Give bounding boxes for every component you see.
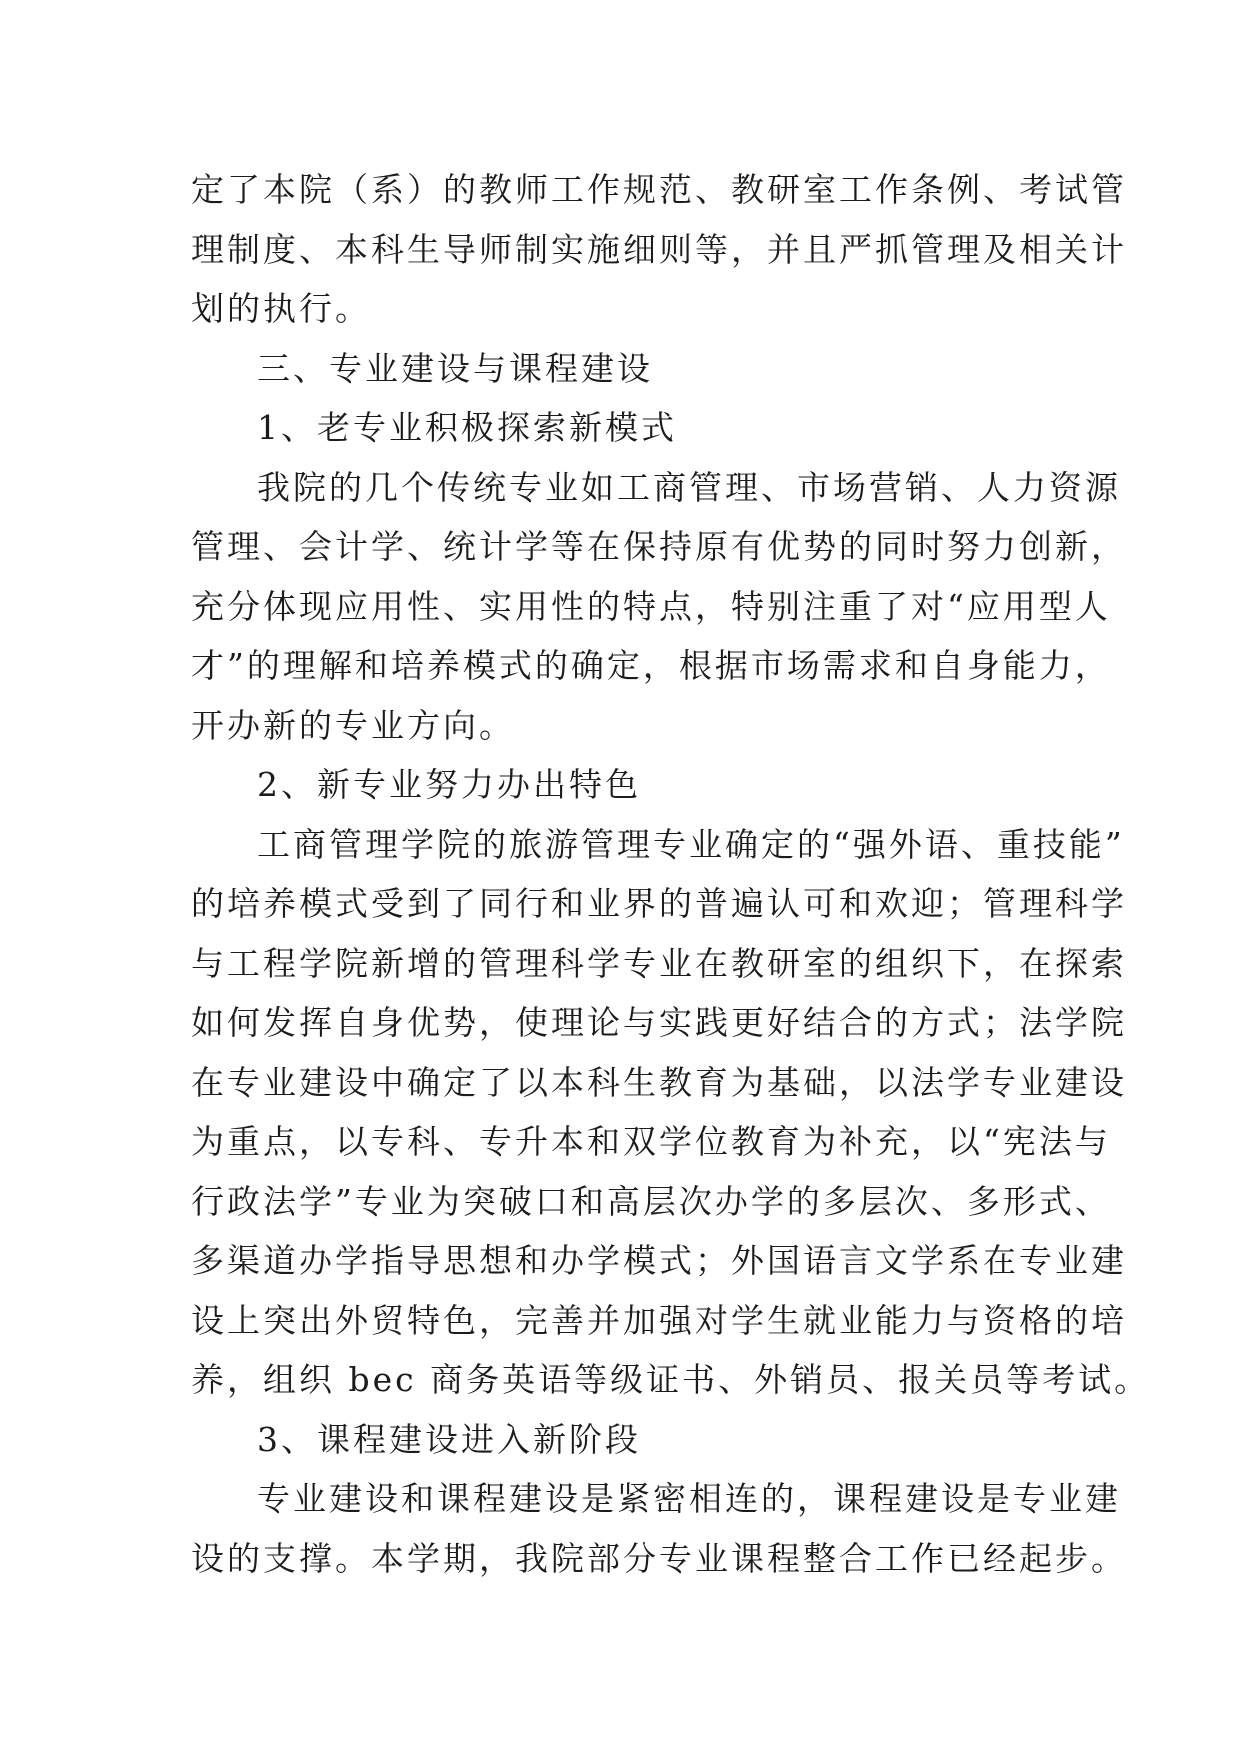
text-line: 如何发挥自身优势，使理论与实践更好结合的方式；法学院: [191, 1003, 1127, 1042]
paragraph-regulations: [191, 160, 1127, 339]
heading-text: 2、新专业努力办出特色: [257, 765, 641, 804]
text-line: 开办新的专业方向。: [191, 705, 515, 745]
text-line: 工商管理学院的旅游管理专业确定的“强外语、重技能”: [257, 824, 1125, 864]
text-line: 理制度、本科生导师制实施细则等，并且严抓管理及相关计: [191, 229, 1127, 269]
heading-text: 3、课程建设进入新阶段: [257, 1419, 641, 1459]
text-line: 设的支撑。本学期，我院部分专业课程整合工作已经起步。: [191, 1538, 1127, 1578]
text-line: 定了本院（系）的教师工作规范、教研室工作条例、考试管: [191, 170, 1127, 209]
paragraph-new-majors: [191, 815, 1151, 1410]
text-line: 管理、会计学、统计学等在保持原有优势的同时努力创新，: [191, 527, 1127, 566]
paragraph-traditional-majors: [191, 458, 1127, 756]
text-line: 设上突出外贸特色，完善并加强对学生就业能力与资格的培: [191, 1300, 1127, 1340]
subsection-heading: [191, 398, 1061, 458]
text-line: 与工程学院新增的管理科学专业在教研室的组织下，在探索: [191, 943, 1127, 983]
paragraph-course-building: [191, 1469, 1127, 1588]
text-line: 我院的几个传统专业如工商管理、市场营销、人力资源: [257, 467, 1121, 507]
text-line: 行政法学”专业为突破口和高层次办学的多层次、多形式、: [191, 1181, 1111, 1221]
heading-text: 三、专业建设与课程建设: [257, 348, 653, 388]
subsection-heading: [191, 755, 1061, 815]
text-line: 在专业建设中确定了以本科生教育为基础，以法学专业建设: [191, 1062, 1127, 1102]
text-line: 充分体现应用性、实用性的特点，特别注重了对“应用型人: [191, 586, 1111, 626]
text-line: 划的执行。: [191, 289, 371, 328]
text-line: 才”的理解和培养模式的确定，根据市场需求和自身能力，: [191, 646, 1111, 685]
text-line: 的培养模式受到了同行和业界的普遍认可和欢迎；管理科学: [191, 884, 1127, 923]
text-line: 多渠道办学指导思想和办学模式；外国语言文学系在专业建: [191, 1241, 1127, 1280]
heading-text: 1、老专业积极探索新模式: [257, 408, 677, 447]
section-heading: [191, 339, 1061, 399]
text-line: 专业建设和课程建设是紧密相连的，课程建设是专业建: [257, 1479, 1121, 1518]
subsection-heading: [191, 1410, 1061, 1470]
text-line: 为重点，以专科、专升本和双学位教育为补充，以“宪法与: [191, 1122, 1111, 1161]
text-line: 养，组织 bec 商务英语等级证书、外销员、报关员等考试。: [191, 1360, 1151, 1399]
document-body: [191, 160, 1151, 1588]
